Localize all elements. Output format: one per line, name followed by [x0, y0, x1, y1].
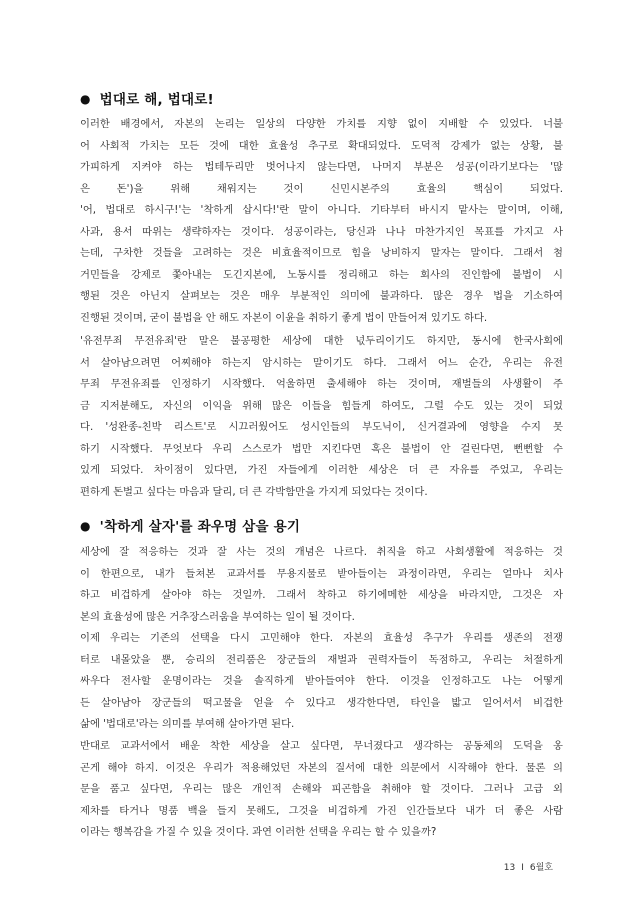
bullet-icon: ● [80, 92, 91, 106]
text-line: 어 사회적 가치는 모든 것에 대한 효율성 추구로 확대되었다. 도덕적 강제가 없는 상황, 불 [80, 139, 563, 152]
section2-paragraph-3 [80, 736, 563, 844]
section1-heading [80, 88, 214, 108]
footer-separator: I [521, 863, 524, 873]
section2-paragraph-2 [80, 628, 563, 736]
text-line: 이 한편으로, 내가 들쳐본 교과서를 무용지물로 받아들이는 과정이라면, 우리는 얼마나 치사 [80, 567, 563, 580]
page-number: 13 [503, 863, 516, 873]
text-line: 금 지저분해도, 자신의 이익을 위해 많은 이들을 힘들게 하여도, 그럴 수도 있는 것이 되었 [80, 399, 563, 412]
text-line: 세상에 잘 적응하는 것과 잘 사는 것의 개념은 나르다. 취직을 하고 사회생활에 적응하는 것 [80, 546, 563, 558]
text-line: 반대로 교과서에서 배운 착한 세상을 살고 싶다면, 무너졌다고 생각하는 공동체의 도덕을 옹 [80, 740, 563, 752]
text-line: 있게 되었다. 차이점이 있다면, 가진 자들에게 이러한 세상은 더 큰 자유를 주었고, 우리는 [80, 464, 563, 476]
text-line: 하고 비겁하게 살아야 하는 것일까. 그래서 착하고 하기에메한 세상을 바라지만, 그것은 자 [80, 589, 563, 601]
issue-label: 6월호 [529, 863, 553, 873]
text-line: 사과, 용서 따위는 생략하자는 것이다. 성공이라는, 당신과 나나 마찬가지인 목표를 가지고 사 [80, 225, 563, 238]
text-line: 가피하게 지켜야 하는 법테두리만 벗어나지 않는다면, 나머지 부분은 성공(이라기보다는 '많 [80, 161, 563, 173]
text-line: 곤게 해야 하지. 이것은 우리가 적용해었던 자본의 질서에 대한 의문에서 시작해야 한다. 물론 의 [80, 761, 563, 774]
section2-paragraph-1 [80, 542, 563, 628]
text-line: 이제 우리는 기존의 선택을 다시 고민해야 한다. 자본의 효율성 추구가 우리를 생존의 전쟁 [80, 632, 563, 644]
section1-paragraph-2 [80, 331, 563, 503]
page-footer [501, 860, 556, 873]
text-line: 편하게 돈벌고 싶다는 마음과 달리, 더 큰 각박함만을 가지게 되었다는 것이다. [80, 485, 428, 498]
bullet-icon: ● [80, 519, 91, 533]
text-line: 싸우다 전사할 운명이라는 것을 솔직하게 받아들여야 한다. 이것을 인정하고도 나는 어떻게 [80, 675, 563, 687]
section2-heading [80, 515, 300, 535]
section1-heading-text: 법대로 해, 법대로! [99, 92, 214, 108]
text-line: 는데, 구차한 것들을 고려하는 것은 비효율적이므로 힘을 낭비하지 말자는 말이다. 그래서 첨 [80, 247, 563, 259]
section2-heading-text: '착하게 살자'를 좌우명 삼을 용기 [99, 519, 301, 535]
text-line: 문을 품고 싶다면, 우리는 많은 개인적 손해와 피곤함을 취해야 할 것이다. 그러나 고급 외 [80, 783, 563, 795]
text-line: 이러한 배경에서, 자본의 논리는 일상의 다양한 가치를 지향 없이 지배할 수 있었다. 너불 [80, 118, 563, 130]
text-line: 든 살아남아 장군들의 떡고물을 얻을 수 있다고 생각한다면, 타인을 밟고 일어서서 비겁한 [80, 696, 563, 709]
text-line: '어, 법대로 하시구!'는 '착하게 삽시다!'란 말이 아니다. 기타부터 바시지 맡사는 말이며, 이해, [80, 204, 563, 216]
text-line: 제차를 타거나 명품 백을 들지 못해도, 그것을 비겁하게 가진 인간들보다 내가 더 좋은 사람 [80, 804, 563, 817]
text-line: 무죄 무전유죄를 인정하기 시작했다. 억울하면 출세해야 하는 것이며, 재벌들의 사생활이 주 [80, 378, 563, 390]
text-line: 거민들을 강제로 쫓아내는 도긴지본에, 노동시를 정리해고 하는 회사의 진인함에 불법이 시 [80, 268, 563, 281]
text-line: '유전무죄 무전유죄'란 말은 불공평한 세상에 대한 넋두리이기도 하지만, 동시에 한국사회에 [80, 335, 563, 347]
text-line: 은 돈')을 위해 채워지는 것이 신민시본주의 효율의 핵심이 되었다. [80, 182, 563, 195]
text-line: 본의 효율성에 많은 거추장스러움을 부여하는 일이 될 것이다. [80, 610, 355, 623]
text-line: 하기 시작했다. 무엇보다 우리 스스로가 법만 지킨다면 혹은 불법이 안 걸린다면, 뻔뻔할 수 [80, 442, 563, 455]
text-line: 이라는 행복감을 가질 수 있을 것이다. 과연 이러한 선택을 우리는 할 수 있을까? [80, 826, 437, 838]
section1-paragraph-1 [80, 114, 563, 329]
text-line: 서 살아남으려면 어찌해야 하는지 암시하는 말이기도 하다. 그래서 어느 순간, 우리는 유전 [80, 356, 563, 369]
text-line: 행된 것은 아닌지 살펴보는 것은 매우 부분적인 의미에 불과하다. 많은 경우 법을 기소하여 [80, 290, 563, 302]
text-line: 진행된 것이며, 굳이 불법을 안 해도 자본이 이윤을 취하기 좋게 법이 만들어져 있기도 하다. [80, 311, 488, 324]
text-line: 터로 내몰았을 뿐, 승리의 전리품은 장군들의 재벌과 권력자들이 독점하고, 우리는 처절하게 [80, 653, 563, 666]
text-line: 삶에 '법대로'라는 의미를 부여해 살아가면 된다. [80, 718, 295, 730]
text-line: 다. '성완종-친박 리스트'로 시끄러웠어도 성시인들의 부도닉이, 신거결과에 영향을 수지 못 [80, 421, 563, 433]
